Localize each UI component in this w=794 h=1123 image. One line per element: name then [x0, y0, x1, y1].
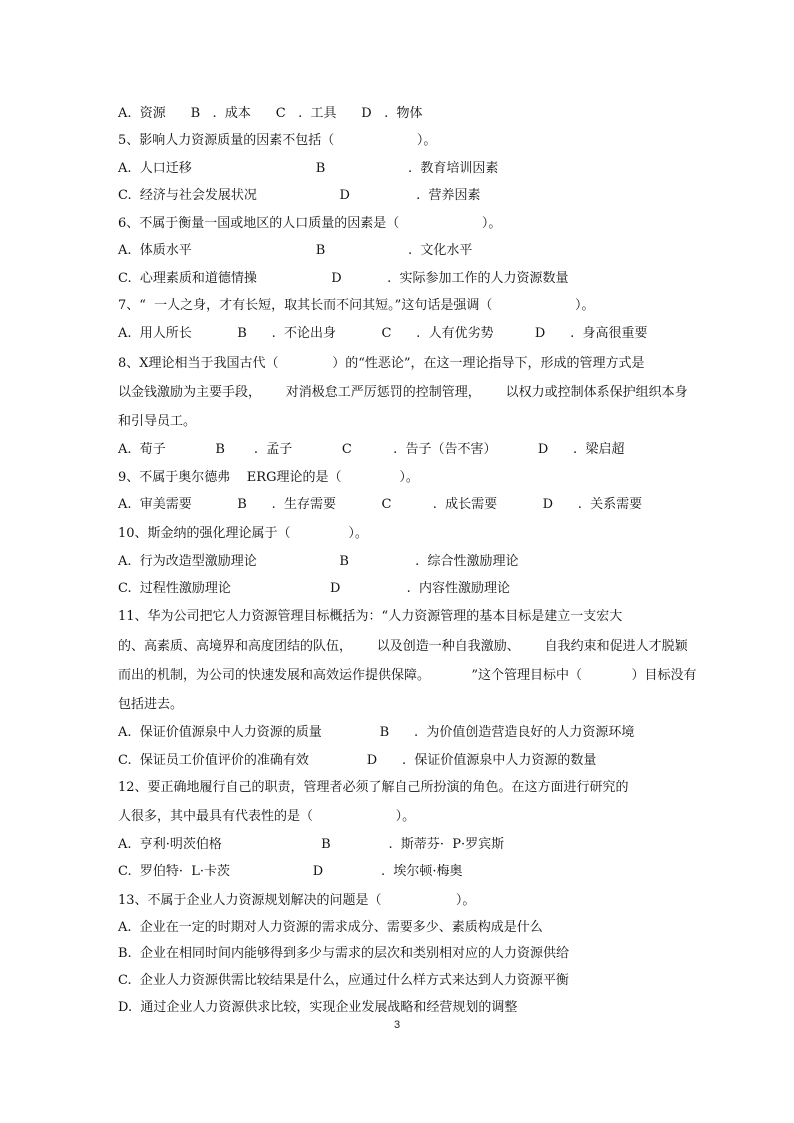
question-9: 9、不属于奥尔德弗 ERG理论的是（ ）。 [118, 470, 419, 485]
question-8-line-1: 8、X理论相当于我国古代（ ）的“性恶论”，在这一理论指导下，形成的管理方式是 [118, 356, 645, 371]
answer-options-q4: A. 资源 B . 成本 C . 工具 D . 物体 [118, 106, 423, 121]
answer-option-q13-d: D. 通过企业人力资源供求比较，实现企业发展战略和经营规划的调整 [118, 1000, 518, 1015]
question-8-line-2: 以金钱激励为主要手段， 对消极怠工严厉惩罚的控制管理， 以权力或控制体系保护组织本身 [118, 385, 688, 400]
answer-options-q11-ab: A. 保证价值源泉中人力资源的质量 B . 为价值创造营造良好的人力资源环境 [118, 725, 635, 740]
answer-options-q9: A. 审美需要 B . 生存需要 C . 成长需要 D . 关系需要 [118, 497, 643, 512]
answer-option-q13-b: B. 企业在相同时间内能够得到多少与需求的层次和类别相对应的人力资源供给 [118, 946, 569, 961]
question-11-line-4: 包括进去。 [118, 697, 184, 712]
answer-options-q11-cd: C. 保证员工价值评价的准确有效 D . 保证价值源泉中人力资源的数量 [118, 753, 597, 768]
question-11-line-1: 11、华为公司把它人力资源管理目标概括为：“人力资源管理的基本目标是建立一支宏大 [118, 609, 623, 624]
answer-options-q8: A. 荀子 B . 孟子 C . 告子（告不害） D . 梁启超 [118, 442, 625, 457]
answer-options-q12-cd: C. 罗伯特· L·卡茨 D . 埃尔顿·梅奥 [118, 864, 463, 879]
answer-options-q6-cd: C. 心理素质和道德情操 D . 实际参加工作的人力资源数量 [118, 271, 569, 286]
question-12-line-1: 12、要正确地履行自己的职责，管理者必须了解自己所扮演的角色。在这方面进行研究的 [118, 780, 629, 795]
answer-options-q10-ab: A. 行为改造型激励理论 B . 综合性激励理论 [118, 554, 519, 569]
answer-options-q5-cd: C. 经济与社会发展状况 D . 营养因素 [118, 188, 481, 203]
answer-option-q13-c: C. 企业人力资源供需比较结果是什么，应通过什么样方式来达到人力资源平衡 [118, 973, 569, 988]
question-6: 6、不属于衡量一国或地区的人口质量的因素是（ ）。 [118, 216, 502, 231]
question-10: 10、斯金纳的强化理论属于（ ）。 [118, 526, 368, 541]
answer-options-q10-cd: C. 过程性激励理论 D . 内容性激励理论 [118, 581, 510, 596]
answer-options-q7: A. 用人所长 B . 不论出身 C . 人有优劣势 D . 身高很重要 [118, 326, 648, 341]
question-11-line-2: 的、高素质、高境界和高度团结的队伍， 以及创造一种自我激励、 自我约束和促进人才脱颖 [118, 639, 688, 654]
question-5: 5、影响人力资源质量的因素不包括（ ）。 [118, 133, 437, 148]
answer-options-q12-ab: A. 亨利·明茨伯格 B . 斯蒂芬· P·罗宾斯 [118, 837, 505, 852]
answer-options-q6-ab: A. 体质水平 B . 文化水平 [118, 243, 473, 258]
page-number: 3 [393, 1019, 401, 1031]
question-8-line-3: 和引导员工。 [118, 414, 197, 429]
question-12-line-2: 人很多，其中最具有代表性的是（ ）。 [118, 809, 416, 824]
question-13: 13、不属于企业人力资源规划解决的问题是（ ）。 [118, 893, 476, 908]
question-11-line-3: 而出的机制，为公司的快速发展和高效运作提供保障。 ”这个管理目标中（ ）目标没有 [118, 668, 697, 683]
answer-options-q5-ab: A. 人口迁移 B . 教育培训因素 [118, 161, 499, 176]
answer-option-q13-a: A. 企业在一定的时期对人力资源的需求成分、需要多少、素质构成是什么 [118, 920, 543, 935]
question-7: 7、“ 一人之身，才有长短，取其长而不问其短。”这句话是强调（ ）。 [118, 298, 595, 313]
